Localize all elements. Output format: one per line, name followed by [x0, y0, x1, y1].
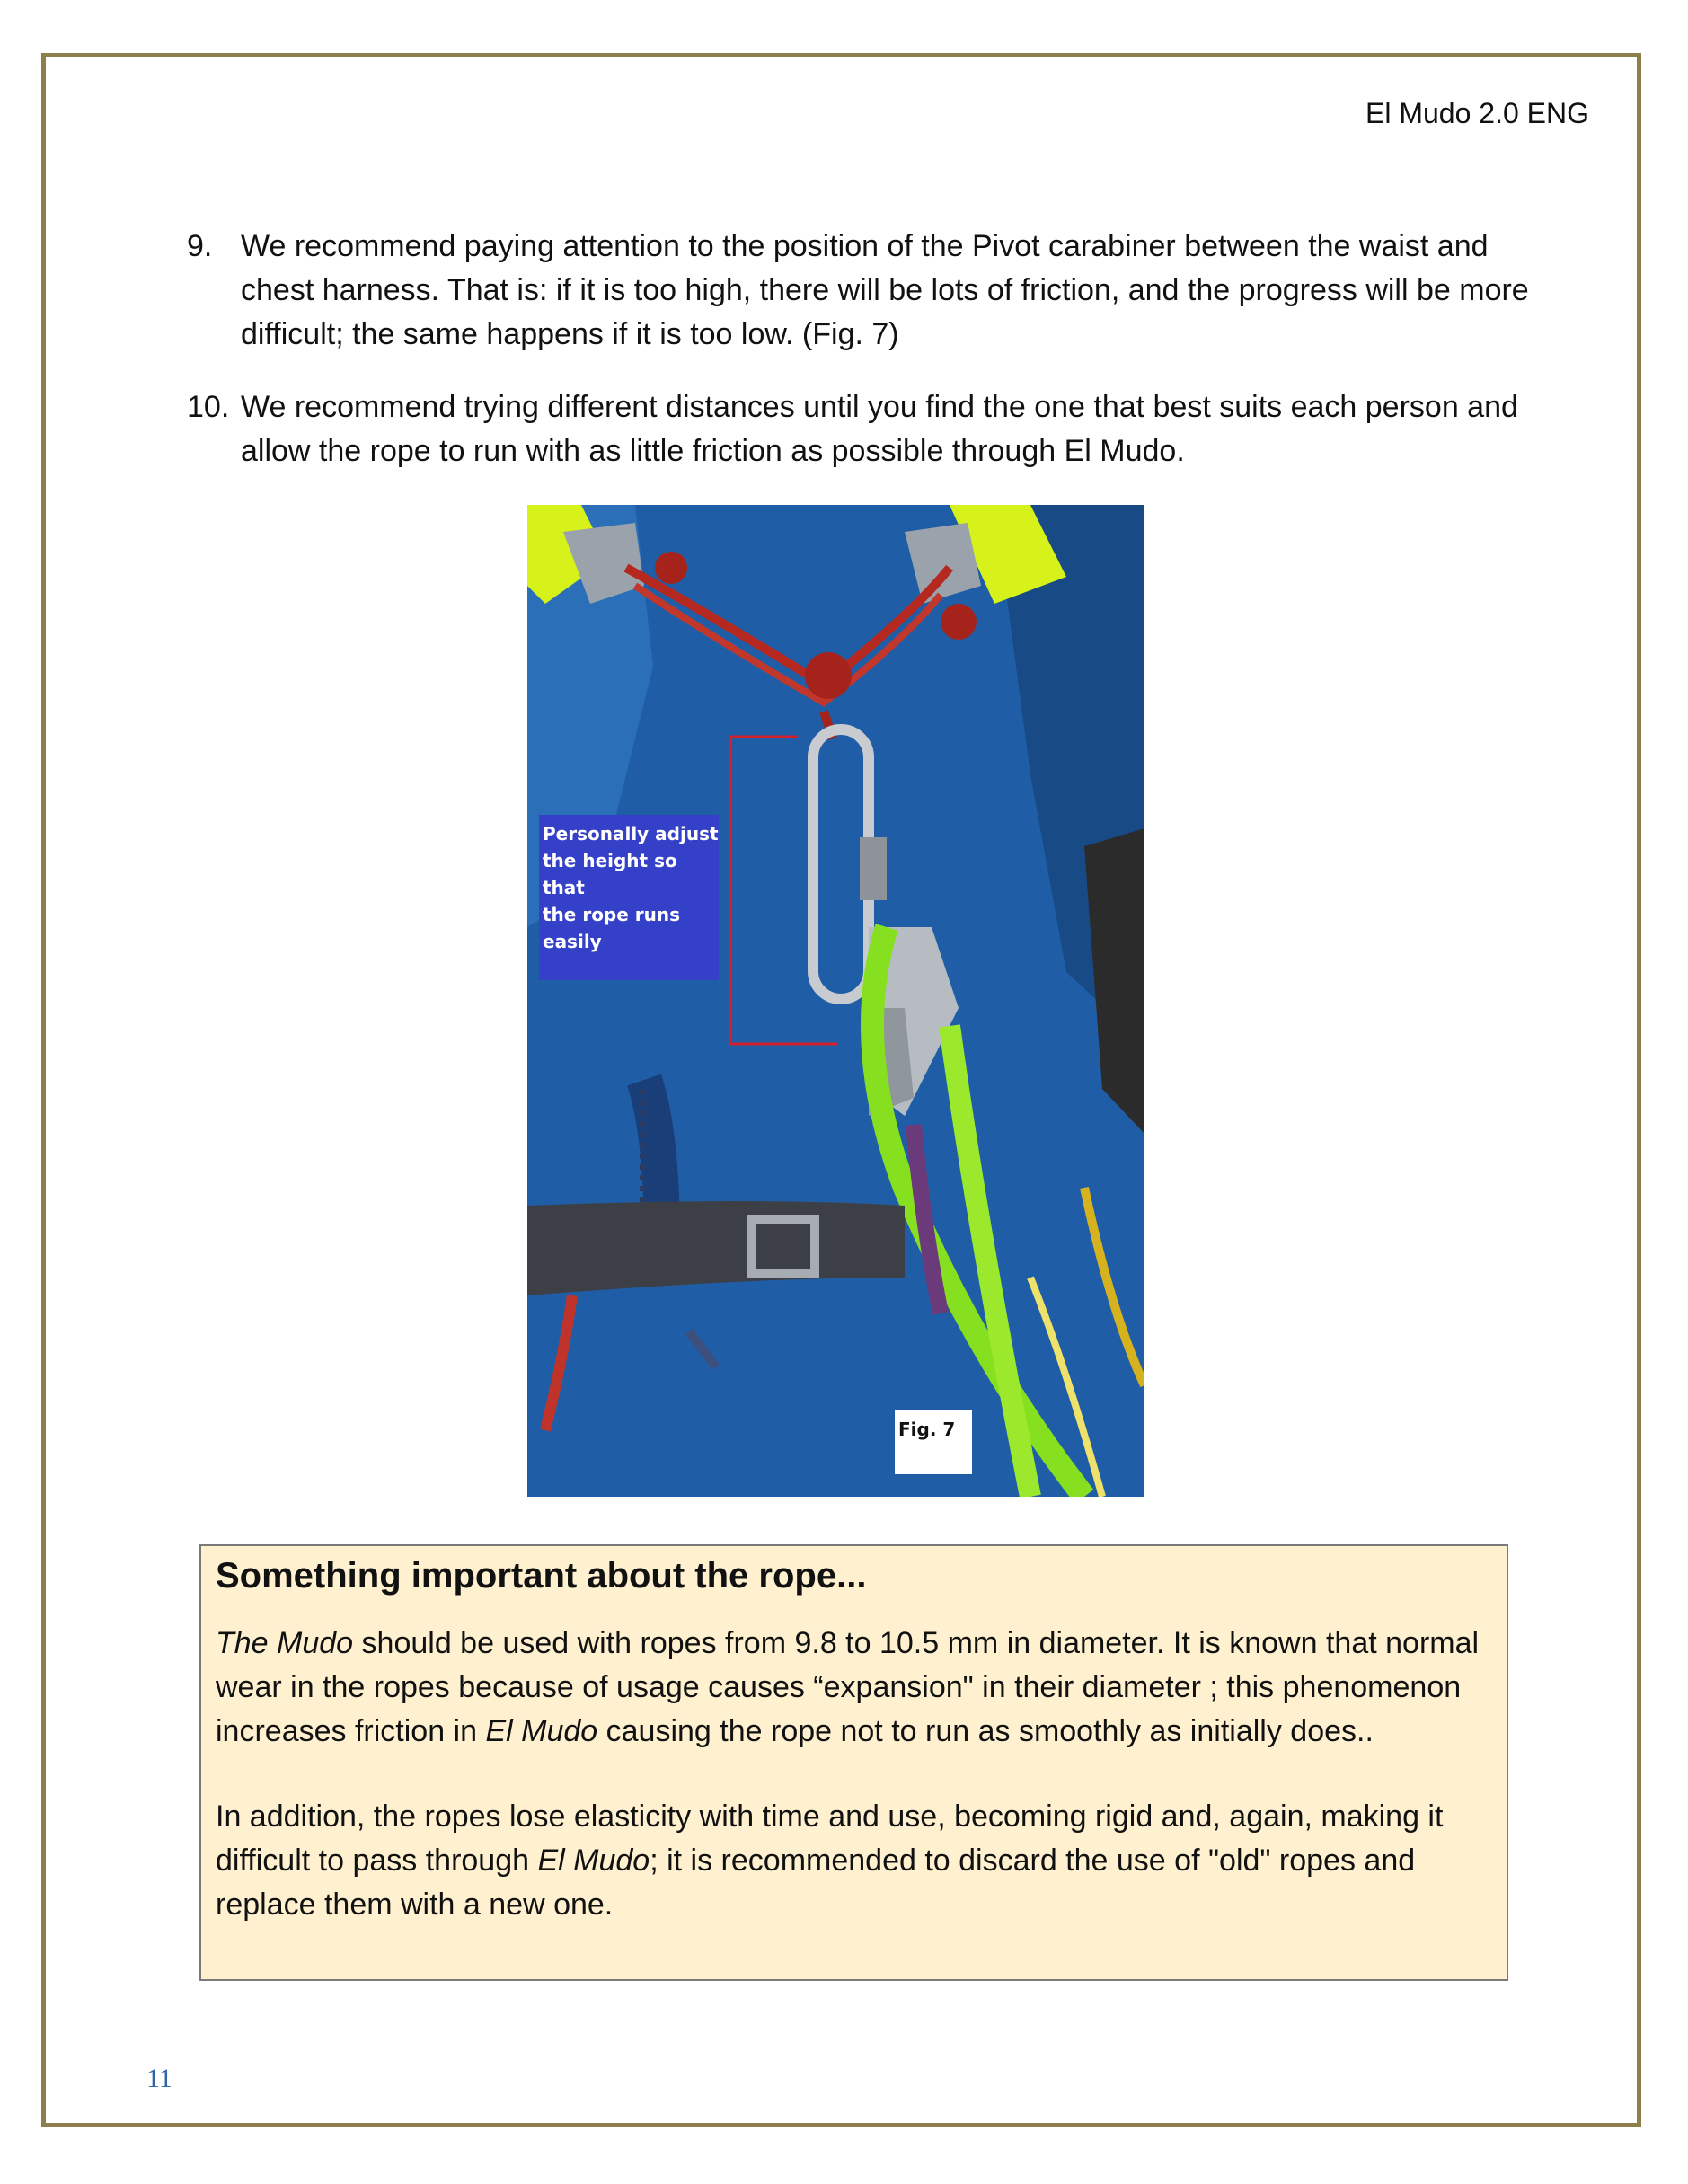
note-emphasis: The Mudo: [216, 1626, 354, 1660]
callout-line: Personally adjust: [543, 823, 719, 844]
list-item: [187, 385, 1552, 473]
note-emphasis: El Mudo: [537, 1844, 650, 1878]
note-text: In addition, the ropes lose elasticity with time and use, becoming rigid and, again, making it difficult to pass through: [216, 1799, 1444, 1878]
page-number: 11: [146, 2064, 172, 2093]
figure-label: Fig. 7: [895, 1410, 972, 1474]
list-item-number: 10.: [187, 390, 230, 424]
instruction-list: [187, 225, 1552, 502]
note-emphasis: El Mudo: [485, 1714, 598, 1748]
note-paragraph-1: [216, 1622, 1492, 1754]
figure-callout: [539, 815, 719, 980]
callout-line: easily: [543, 931, 602, 952]
list-item: [187, 225, 1552, 357]
harness-photo-illustration: [527, 505, 1144, 1497]
note-text: ; it is recommended to discard the use of "old" ropes and replace them with a new one.: [216, 1844, 1416, 1922]
note-text: causing the rope not to run as smoothly as initially does..: [597, 1714, 1374, 1748]
callout-line: the rope runs: [543, 904, 681, 925]
figure-7-photo: [527, 505, 1144, 1497]
note-text: should be used with ropes from 9.8 to 10.5 mm in diameter. It is known that normal wear in the ropes because of usage causes “expansion" in their diameter ; this phenomenon increases friction in: [216, 1626, 1480, 1748]
callout-line: the height so that: [543, 850, 677, 898]
note-paragraph-2: [216, 1795, 1492, 1927]
list-item-text: We recommend trying different distances until you find the one that best suits each person and allow the rope to run with as little friction as possible through El Mudo.: [241, 390, 1518, 468]
list-item-number: 9.: [187, 229, 213, 263]
list-item-text: We recommend paying attention to the position of the Pivot carabiner between the waist and chest harness. That is: if it is too high, there will be lots of friction, and the progress will be more difficult; the same happens if it is too low. (Fig. 7): [241, 229, 1529, 351]
document-header-title: El Mudo 2.0 ENG: [1365, 97, 1589, 129]
rope-note-box: [199, 1544, 1508, 1981]
note-title: Something important about the rope...: [216, 1556, 867, 1596]
